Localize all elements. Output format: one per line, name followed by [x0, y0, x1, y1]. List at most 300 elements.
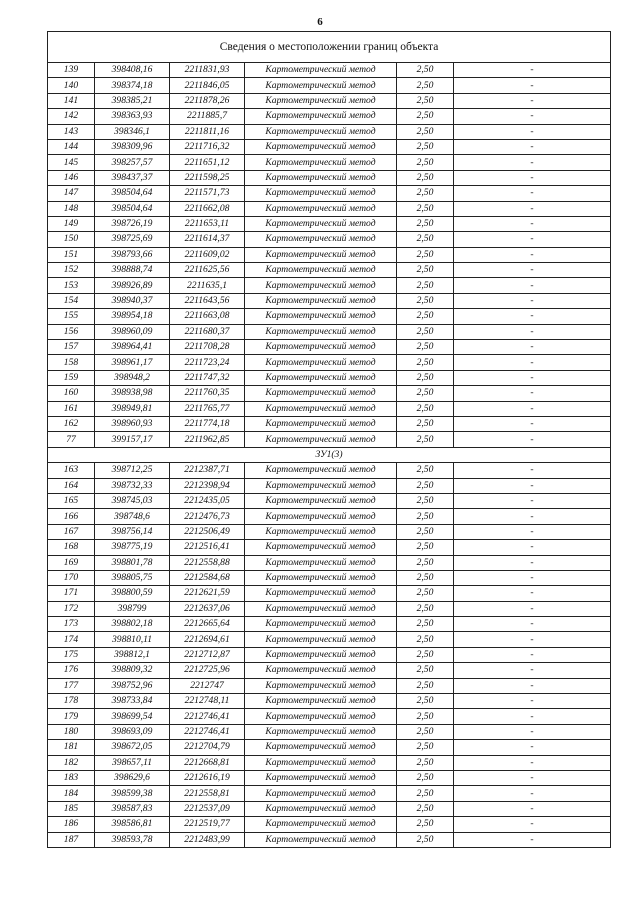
cell-method: Картометрический метод: [245, 278, 397, 293]
cell-accuracy: 2,50: [397, 832, 454, 847]
cell-y-coordinate: 2212747: [170, 678, 245, 693]
cell-y-coordinate: 2212694,61: [170, 632, 245, 647]
cell-y-coordinate: 2212537,09: [170, 801, 245, 816]
cell-accuracy: 2,50: [397, 370, 454, 385]
table-row: [48, 617, 611, 632]
cell-method: Картометрический метод: [245, 478, 397, 493]
cell-point-number: 161: [48, 401, 95, 416]
cell-x-coordinate: 398888,74: [95, 263, 170, 278]
cell-point-number: 159: [48, 370, 95, 385]
cell-x-coordinate: 398712,25: [95, 463, 170, 478]
section-label: ЗУ1(3): [48, 447, 611, 462]
cell-description: -: [454, 832, 611, 847]
cell-point-number: 140: [48, 78, 95, 93]
cell-accuracy: 2,50: [397, 817, 454, 832]
cell-method: Картометрический метод: [245, 632, 397, 647]
cell-accuracy: 2,50: [397, 740, 454, 755]
cell-y-coordinate: 2212558,81: [170, 786, 245, 801]
cell-accuracy: 2,50: [397, 309, 454, 324]
cell-x-coordinate: 398408,16: [95, 63, 170, 78]
table-row: [48, 570, 611, 585]
cell-accuracy: 2,50: [397, 216, 454, 231]
table-row: [48, 632, 611, 647]
cell-accuracy: 2,50: [397, 63, 454, 78]
table-row: [48, 139, 611, 154]
table-row: [48, 216, 611, 231]
cell-method: Картометрический метод: [245, 186, 397, 201]
table-row: [48, 755, 611, 770]
cell-y-coordinate: 2211598,25: [170, 170, 245, 185]
cell-accuracy: 2,50: [397, 478, 454, 493]
cell-y-coordinate: 2212435,05: [170, 493, 245, 508]
cell-point-number: 181: [48, 740, 95, 755]
cell-point-number: 170: [48, 570, 95, 585]
cell-y-coordinate: 2212476,73: [170, 509, 245, 524]
cell-point-number: 178: [48, 694, 95, 709]
cell-point-number: 145: [48, 155, 95, 170]
cell-description: -: [454, 63, 611, 78]
cell-method: Картометрический метод: [245, 109, 397, 124]
cell-accuracy: 2,50: [397, 416, 454, 431]
cell-description: -: [454, 216, 611, 231]
cell-x-coordinate: 398657,11: [95, 755, 170, 770]
cell-x-coordinate: 398940,37: [95, 293, 170, 308]
cell-description: -: [454, 340, 611, 355]
table-row: [48, 232, 611, 247]
cell-point-number: 77: [48, 432, 95, 447]
table-row: [48, 186, 611, 201]
cell-description: -: [454, 155, 611, 170]
cell-x-coordinate: 398593,78: [95, 832, 170, 847]
table-row: [48, 555, 611, 570]
cell-description: -: [454, 647, 611, 662]
cell-method: Картометрический метод: [245, 386, 397, 401]
cell-accuracy: 2,50: [397, 432, 454, 447]
cell-x-coordinate: 398725,69: [95, 232, 170, 247]
cell-method: Картометрический метод: [245, 170, 397, 185]
cell-y-coordinate: 2212483,99: [170, 832, 245, 847]
cell-method: Картометрический метод: [245, 155, 397, 170]
cell-method: Картометрический метод: [245, 139, 397, 154]
cell-y-coordinate: 2212725,96: [170, 663, 245, 678]
cell-x-coordinate: 398775,19: [95, 540, 170, 555]
cell-point-number: 168: [48, 540, 95, 555]
cell-accuracy: 2,50: [397, 647, 454, 662]
cell-description: -: [454, 124, 611, 139]
cell-y-coordinate: 2212746,41: [170, 724, 245, 739]
cell-x-coordinate: 398257,57: [95, 155, 170, 170]
table-row: [48, 586, 611, 601]
cell-y-coordinate: 2211774,18: [170, 416, 245, 431]
cell-description: -: [454, 186, 611, 201]
cell-accuracy: 2,50: [397, 524, 454, 539]
table-row: [48, 124, 611, 139]
table-row: [48, 416, 611, 431]
table-row: [48, 724, 611, 739]
cell-accuracy: 2,50: [397, 247, 454, 262]
cell-x-coordinate: 398801,78: [95, 555, 170, 570]
cell-x-coordinate: 398437,37: [95, 170, 170, 185]
cell-method: Картометрический метод: [245, 709, 397, 724]
cell-method: Картометрический метод: [245, 817, 397, 832]
cell-y-coordinate: 2211625,56: [170, 263, 245, 278]
table-row: [48, 355, 611, 370]
cell-y-coordinate: 2212668,81: [170, 755, 245, 770]
table-row: [48, 509, 611, 524]
cell-point-number: 172: [48, 601, 95, 616]
cell-description: -: [454, 770, 611, 785]
table-row: [48, 78, 611, 93]
cell-method: Картометрический метод: [245, 601, 397, 616]
cell-description: -: [454, 232, 611, 247]
cell-point-number: 141: [48, 93, 95, 108]
cell-x-coordinate: 398733,84: [95, 694, 170, 709]
table-row: [48, 263, 611, 278]
cell-description: -: [454, 540, 611, 555]
cell-accuracy: 2,50: [397, 232, 454, 247]
cell-description: -: [454, 817, 611, 832]
cell-y-coordinate: 2211680,37: [170, 324, 245, 339]
cell-y-coordinate: 2211747,32: [170, 370, 245, 385]
cell-method: Картометрический метод: [245, 247, 397, 262]
cell-y-coordinate: 2212621,59: [170, 586, 245, 601]
cell-accuracy: 2,50: [397, 663, 454, 678]
cell-x-coordinate: 398385,21: [95, 93, 170, 108]
cell-x-coordinate: 398504,64: [95, 186, 170, 201]
cell-accuracy: 2,50: [397, 601, 454, 616]
table-row: [48, 386, 611, 401]
table-title: Сведения о местоположении границ объекта: [48, 32, 611, 63]
cell-x-coordinate: 398948,2: [95, 370, 170, 385]
cell-accuracy: 2,50: [397, 324, 454, 339]
cell-description: -: [454, 78, 611, 93]
cell-y-coordinate: 2211962,85: [170, 432, 245, 447]
cell-method: Картометрический метод: [245, 309, 397, 324]
cell-x-coordinate: 398810,11: [95, 632, 170, 647]
table-body: [48, 32, 611, 848]
cell-method: Картометрический метод: [245, 663, 397, 678]
cell-y-coordinate: 2212746,41: [170, 709, 245, 724]
cell-accuracy: 2,50: [397, 201, 454, 216]
cell-y-coordinate: 2211662,08: [170, 201, 245, 216]
table-row: [48, 293, 611, 308]
cell-point-number: 160: [48, 386, 95, 401]
cell-accuracy: 2,50: [397, 617, 454, 632]
cell-accuracy: 2,50: [397, 709, 454, 724]
cell-x-coordinate: 398756,14: [95, 524, 170, 539]
cell-accuracy: 2,50: [397, 586, 454, 601]
table-row: [48, 247, 611, 262]
cell-point-number: 144: [48, 139, 95, 154]
cell-description: -: [454, 355, 611, 370]
table-row: [48, 309, 611, 324]
cell-x-coordinate: 398938,98: [95, 386, 170, 401]
cell-description: -: [454, 278, 611, 293]
cell-y-coordinate: 2212637,06: [170, 601, 245, 616]
cell-point-number: 186: [48, 817, 95, 832]
cell-description: -: [454, 416, 611, 431]
cell-point-number: 155: [48, 309, 95, 324]
cell-description: -: [454, 555, 611, 570]
cell-method: Картометрический метод: [245, 524, 397, 539]
cell-point-number: 187: [48, 832, 95, 847]
page-number: 6: [317, 16, 323, 28]
cell-point-number: 147: [48, 186, 95, 201]
cell-accuracy: 2,50: [397, 694, 454, 709]
cell-x-coordinate: 398954,18: [95, 309, 170, 324]
cell-description: -: [454, 309, 611, 324]
cell-point-number: 148: [48, 201, 95, 216]
cell-method: Картометрический метод: [245, 124, 397, 139]
cell-x-coordinate: 398812,1: [95, 647, 170, 662]
cell-x-coordinate: 398964,41: [95, 340, 170, 355]
table-row: [48, 93, 611, 108]
cell-description: -: [454, 401, 611, 416]
cell-y-coordinate: 2212516,41: [170, 540, 245, 555]
cell-method: Картометрический метод: [245, 370, 397, 385]
cell-x-coordinate: 398587,83: [95, 801, 170, 816]
cell-point-number: 154: [48, 293, 95, 308]
cell-point-number: 149: [48, 216, 95, 231]
cell-method: Картометрический метод: [245, 432, 397, 447]
cell-y-coordinate: 2212748,11: [170, 694, 245, 709]
cell-description: -: [454, 463, 611, 478]
cell-point-number: 183: [48, 770, 95, 785]
table-row: [48, 663, 611, 678]
cell-x-coordinate: 398586,81: [95, 817, 170, 832]
cell-point-number: 175: [48, 647, 95, 662]
cell-method: Картометрический метод: [245, 263, 397, 278]
cell-accuracy: 2,50: [397, 139, 454, 154]
table-row: [48, 524, 611, 539]
cell-point-number: 151: [48, 247, 95, 262]
table-row: [48, 832, 611, 847]
table-row: [48, 694, 611, 709]
cell-accuracy: 2,50: [397, 678, 454, 693]
cell-method: Картометрический метод: [245, 617, 397, 632]
cell-accuracy: 2,50: [397, 278, 454, 293]
cell-point-number: 179: [48, 709, 95, 724]
boundary-table: [47, 31, 611, 848]
cell-method: Картометрический метод: [245, 63, 397, 78]
cell-point-number: 157: [48, 340, 95, 355]
cell-y-coordinate: 2211571,73: [170, 186, 245, 201]
cell-x-coordinate: 398800,59: [95, 586, 170, 601]
cell-point-number: 139: [48, 63, 95, 78]
cell-accuracy: 2,50: [397, 801, 454, 816]
cell-method: Картометрический метод: [245, 678, 397, 693]
cell-accuracy: 2,50: [397, 263, 454, 278]
cell-accuracy: 2,50: [397, 555, 454, 570]
cell-point-number: 176: [48, 663, 95, 678]
cell-accuracy: 2,50: [397, 509, 454, 524]
cell-description: -: [454, 432, 611, 447]
cell-x-coordinate: 398693,09: [95, 724, 170, 739]
cell-y-coordinate: 2211614,37: [170, 232, 245, 247]
cell-method: Картометрический метод: [245, 540, 397, 555]
table-row: [48, 432, 611, 447]
cell-accuracy: 2,50: [397, 355, 454, 370]
cell-x-coordinate: 398949,81: [95, 401, 170, 416]
cell-accuracy: 2,50: [397, 540, 454, 555]
cell-point-number: 174: [48, 632, 95, 647]
cell-point-number: 142: [48, 109, 95, 124]
cell-method: Картометрический метод: [245, 340, 397, 355]
cell-description: -: [454, 370, 611, 385]
cell-description: -: [454, 663, 611, 678]
cell-method: Картометрический метод: [245, 740, 397, 755]
table-row: [48, 493, 611, 508]
cell-description: -: [454, 324, 611, 339]
cell-method: Картометрический метод: [245, 801, 397, 816]
table-row: [48, 601, 611, 616]
cell-description: -: [454, 678, 611, 693]
cell-method: Картометрический метод: [245, 509, 397, 524]
cell-method: Картометрический метод: [245, 463, 397, 478]
cell-accuracy: 2,50: [397, 570, 454, 585]
cell-y-coordinate: 2212558,88: [170, 555, 245, 570]
cell-x-coordinate: 398599,38: [95, 786, 170, 801]
cell-x-coordinate: 398799: [95, 601, 170, 616]
cell-method: Картометрический метод: [245, 555, 397, 570]
table-row: [48, 786, 611, 801]
cell-x-coordinate: 398745,03: [95, 493, 170, 508]
cell-description: -: [454, 170, 611, 185]
cell-y-coordinate: 2211609,02: [170, 247, 245, 262]
cell-x-coordinate: 398748,6: [95, 509, 170, 524]
cell-description: -: [454, 570, 611, 585]
cell-method: Картометрический метод: [245, 570, 397, 585]
cell-accuracy: 2,50: [397, 755, 454, 770]
cell-point-number: 146: [48, 170, 95, 185]
cell-y-coordinate: 2211653,11: [170, 216, 245, 231]
cell-point-number: 182: [48, 755, 95, 770]
cell-method: Картометрический метод: [245, 293, 397, 308]
cell-y-coordinate: 2211760,35: [170, 386, 245, 401]
cell-x-coordinate: 398960,09: [95, 324, 170, 339]
cell-accuracy: 2,50: [397, 340, 454, 355]
cell-point-number: 185: [48, 801, 95, 816]
cell-method: Картометрический метод: [245, 786, 397, 801]
cell-x-coordinate: 398309,96: [95, 139, 170, 154]
cell-point-number: 173: [48, 617, 95, 632]
cell-point-number: 156: [48, 324, 95, 339]
cell-y-coordinate: 2212584,68: [170, 570, 245, 585]
cell-x-coordinate: 398793,66: [95, 247, 170, 262]
cell-description: -: [454, 493, 611, 508]
cell-method: Картометрический метод: [245, 832, 397, 847]
cell-description: -: [454, 293, 611, 308]
cell-description: -: [454, 617, 611, 632]
cell-accuracy: 2,50: [397, 770, 454, 785]
cell-description: -: [454, 93, 611, 108]
cell-x-coordinate: 398363,93: [95, 109, 170, 124]
cell-y-coordinate: 2211811,16: [170, 124, 245, 139]
cell-accuracy: 2,50: [397, 293, 454, 308]
cell-y-coordinate: 2212616,19: [170, 770, 245, 785]
cell-x-coordinate: 398961,17: [95, 355, 170, 370]
cell-method: Картометрический метод: [245, 493, 397, 508]
table-row: [48, 740, 611, 755]
cell-accuracy: 2,50: [397, 724, 454, 739]
cell-x-coordinate: 398374,18: [95, 78, 170, 93]
cell-method: Картометрический метод: [245, 724, 397, 739]
table-row: [48, 401, 611, 416]
cell-x-coordinate: 398629,6: [95, 770, 170, 785]
cell-accuracy: 2,50: [397, 109, 454, 124]
cell-description: -: [454, 801, 611, 816]
cell-description: -: [454, 263, 611, 278]
cell-method: Картометрический метод: [245, 324, 397, 339]
cell-y-coordinate: 2211831,93: [170, 63, 245, 78]
cell-point-number: 153: [48, 278, 95, 293]
cell-accuracy: 2,50: [397, 186, 454, 201]
table-row: [48, 770, 611, 785]
cell-y-coordinate: 2211635,1: [170, 278, 245, 293]
cell-y-coordinate: 2212712,87: [170, 647, 245, 662]
cell-method: Картометрический метод: [245, 216, 397, 231]
cell-x-coordinate: 398960,93: [95, 416, 170, 431]
cell-y-coordinate: 2212704,79: [170, 740, 245, 755]
cell-method: Картометрический метод: [245, 355, 397, 370]
cell-accuracy: 2,50: [397, 78, 454, 93]
cell-y-coordinate: 2211643,56: [170, 293, 245, 308]
cell-method: Картометрический метод: [245, 586, 397, 601]
cell-x-coordinate: 398752,96: [95, 678, 170, 693]
table-row: [48, 340, 611, 355]
cell-description: -: [454, 740, 611, 755]
cell-description: -: [454, 632, 611, 647]
cell-method: Картометрический метод: [245, 232, 397, 247]
cell-point-number: 171: [48, 586, 95, 601]
cell-y-coordinate: 2211663,08: [170, 309, 245, 324]
cell-y-coordinate: 2212387,71: [170, 463, 245, 478]
table-row: [48, 647, 611, 662]
cell-description: -: [454, 201, 611, 216]
cell-x-coordinate: 398672,05: [95, 740, 170, 755]
cell-y-coordinate: 2211651,12: [170, 155, 245, 170]
table-row: [48, 463, 611, 478]
cell-point-number: 167: [48, 524, 95, 539]
cell-method: Картометрический метод: [245, 694, 397, 709]
cell-x-coordinate: 398926,89: [95, 278, 170, 293]
cell-description: -: [454, 509, 611, 524]
table-row: [48, 63, 611, 78]
cell-y-coordinate: 2211878,26: [170, 93, 245, 108]
cell-point-number: 152: [48, 263, 95, 278]
cell-point-number: 166: [48, 509, 95, 524]
cell-accuracy: 2,50: [397, 170, 454, 185]
cell-x-coordinate: 398805,75: [95, 570, 170, 585]
cell-point-number: 169: [48, 555, 95, 570]
cell-method: Картометрический метод: [245, 755, 397, 770]
cell-point-number: 162: [48, 416, 95, 431]
cell-description: -: [454, 694, 611, 709]
cell-description: -: [454, 755, 611, 770]
cell-y-coordinate: 2211723,24: [170, 355, 245, 370]
cell-accuracy: 2,50: [397, 386, 454, 401]
cell-method: Картометрический метод: [245, 201, 397, 216]
cell-description: -: [454, 724, 611, 739]
table-row: [48, 478, 611, 493]
cell-y-coordinate: 2211716,32: [170, 139, 245, 154]
table-row: [48, 201, 611, 216]
cell-point-number: 164: [48, 478, 95, 493]
cell-x-coordinate: 398699,54: [95, 709, 170, 724]
cell-description: -: [454, 601, 611, 616]
cell-x-coordinate: 398346,1: [95, 124, 170, 139]
cell-y-coordinate: 2211885,7: [170, 109, 245, 124]
